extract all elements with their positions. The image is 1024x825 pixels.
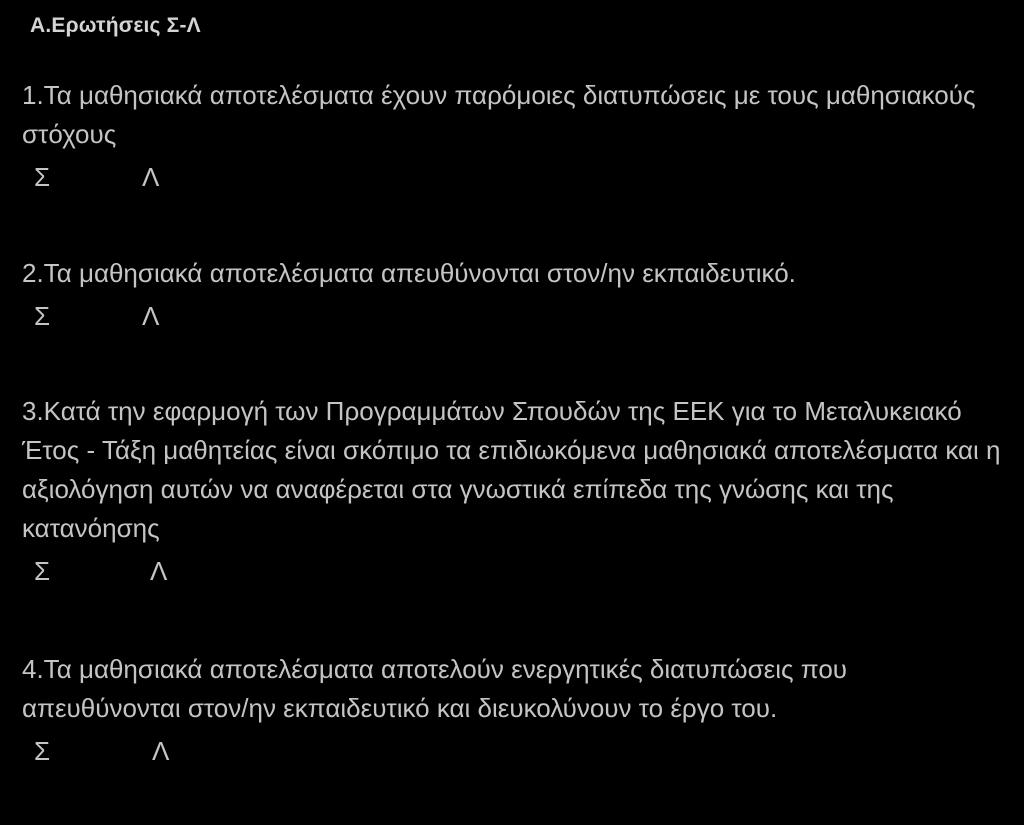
question-2	[22, 254, 1012, 333]
question-text: 3.Κατά την εφαρμογή των Προγραμμάτων Σπουδών της ΕΕΚ για το Μεταλυκειακό Έτος - Τάξη μαθητείας είναι σκόπιμο τα επιδιωκόμενα μαθησιακά αποτελέσματα και η αξιολόγηση αυτών να αναφέρεται στα γνωστικά επίπεδα της γνώσης και της κατανόησης	[22, 396, 1001, 543]
question-text: 1.Τα μαθησιακά αποτελέσματα έχουν παρόμοιες διατυπώσεις με τους μαθησιακούς στόχους	[22, 80, 976, 149]
answer-options	[22, 299, 1012, 333]
false-option[interactable]: Λ	[150, 556, 168, 586]
question-1	[22, 76, 1012, 194]
true-option[interactable]: Σ	[34, 556, 51, 586]
false-option[interactable]: Λ	[142, 301, 160, 331]
answer-options	[22, 734, 1012, 768]
answer-options	[22, 160, 1012, 194]
question-4	[22, 650, 1012, 768]
false-option[interactable]: Λ	[152, 736, 170, 766]
question-text: 4.Τα μαθησιακά αποτελέσματα αποτελούν ενεργητικές διατυπώσεις που απευθύνονται στον/ην εκπαιδευτικό και διευκολύνουν το έργο του.	[22, 654, 847, 723]
question-text: 2.Τα μαθησιακά αποτελέσματα απευθύνονται στον/ην εκπαιδευτικό.	[22, 258, 796, 288]
false-option[interactable]: Λ	[142, 162, 160, 192]
answer-options	[22, 554, 1012, 588]
section-title: Α.Ερωτήσεις Σ-Λ	[30, 14, 201, 37]
question-3	[22, 392, 1012, 588]
true-option[interactable]: Σ	[34, 301, 51, 331]
true-option[interactable]: Σ	[34, 736, 51, 766]
true-option[interactable]: Σ	[34, 162, 51, 192]
